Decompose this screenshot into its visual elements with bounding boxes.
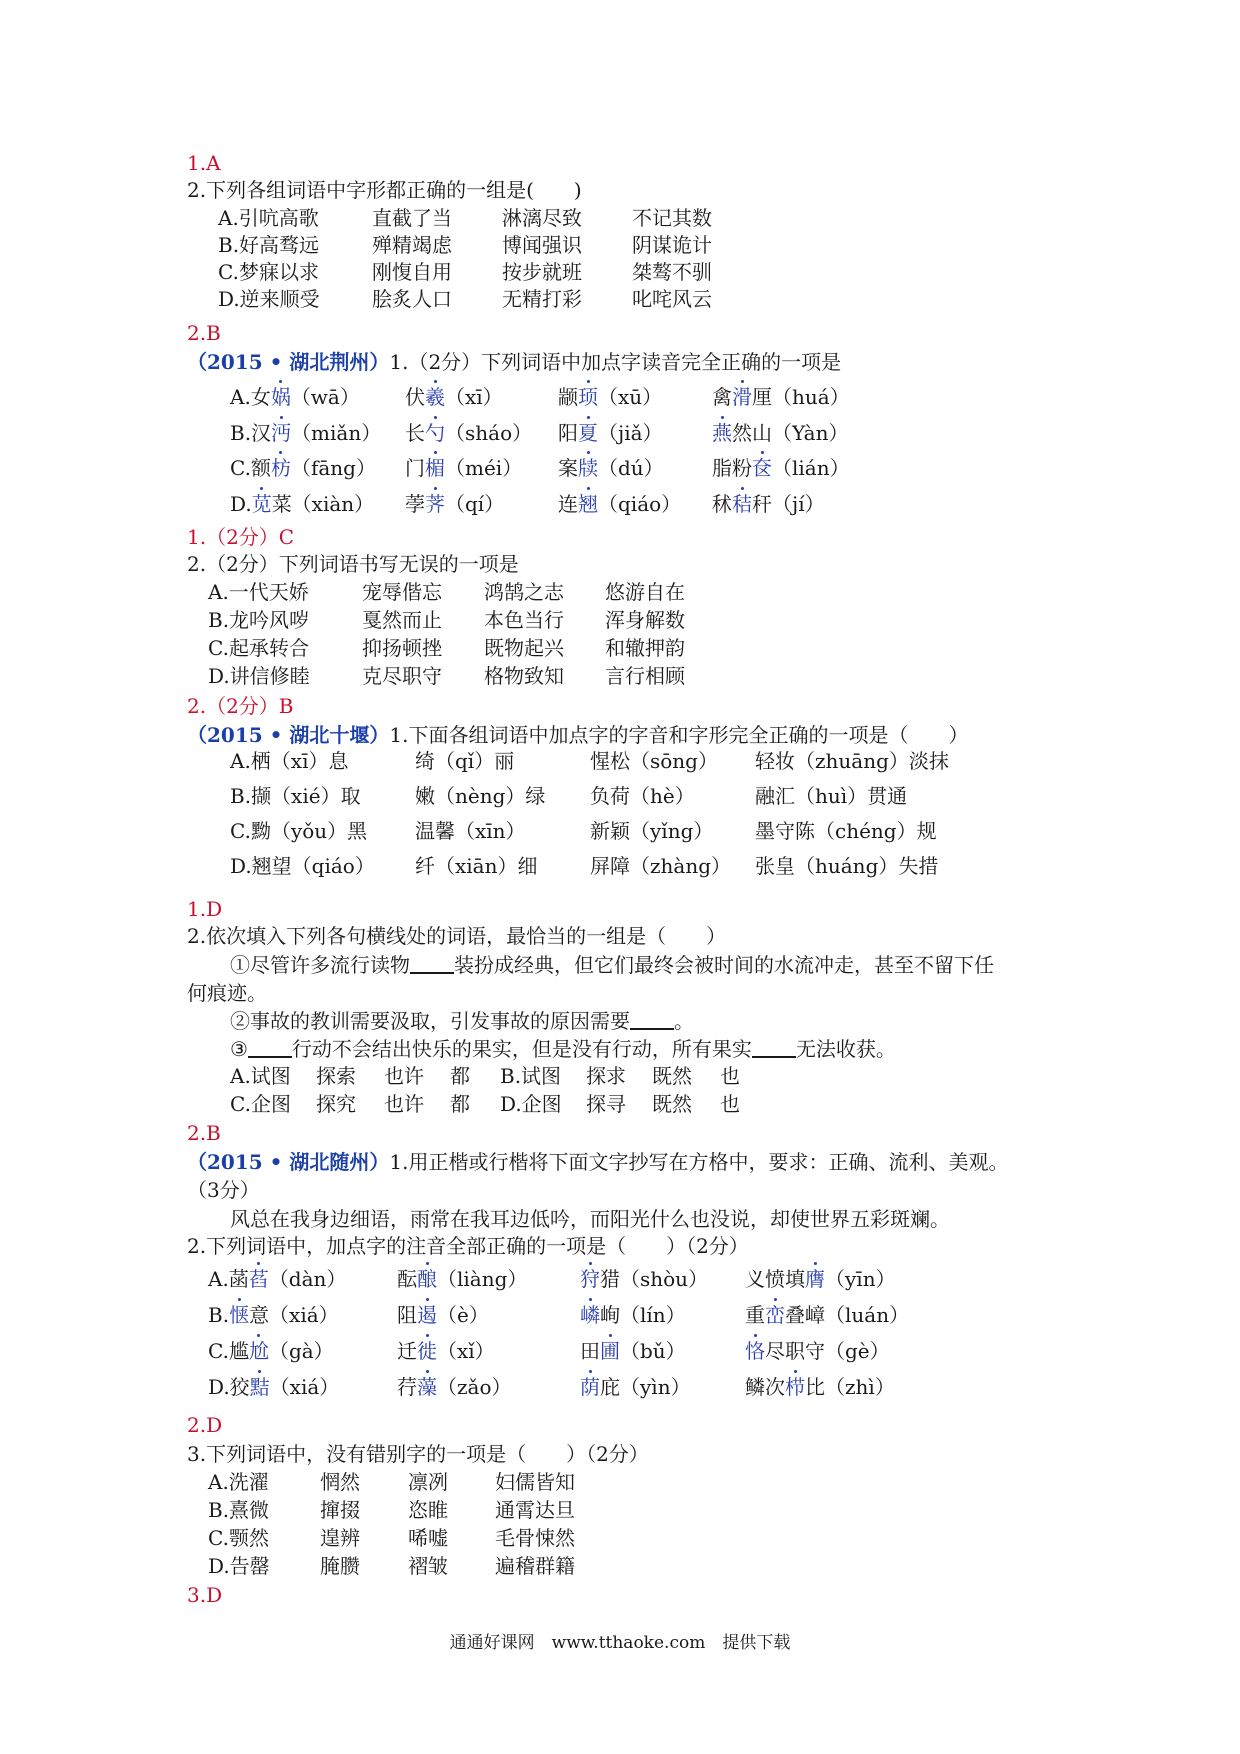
- s2b-r1-c0: B.龙吟风哕: [208, 608, 310, 632]
- s1-r3-c0: D.逆来顺受: [218, 287, 320, 311]
- opt: 都: [450, 1064, 470, 1088]
- answer-2: 2.B: [187, 321, 221, 345]
- s3-r0-c0: A.栖（xī）息: [230, 749, 349, 773]
- s2b-r2-c1: 抑扬顿挫: [362, 636, 442, 660]
- opt: 探寻: [586, 1092, 626, 1116]
- s3-r1-c2: 负荷（hè）: [590, 784, 695, 808]
- s3-r3-c2: 屏障（zhàng）: [590, 854, 732, 878]
- s2b-r0-c1: 宠辱偕忘: [362, 580, 442, 604]
- s2b-r0-c2: 鸿鹄之志: [484, 580, 564, 604]
- s4-r3-c3: 鳞次栉比（zhì）: [745, 1375, 895, 1399]
- source-tag: （2015 • 湖北十堰）: [187, 723, 390, 747]
- s2-question-2: 2.（2分）下列词语书写无误的一项是: [187, 552, 519, 576]
- s1-r0-c2: 淋漓尽致: [502, 206, 582, 230]
- s2b-r3-c3: 言行相顾: [605, 664, 685, 688]
- s4-r3-c0: D.狡黠（xiá）: [208, 1375, 340, 1399]
- s1-r1-c2: 博闻强识: [502, 233, 582, 257]
- opt: D.企图: [500, 1092, 562, 1116]
- s2-r0-c2: 颛顼（xū）: [558, 385, 663, 409]
- s3-r3-c1: 纤（xiān）细: [415, 854, 538, 878]
- s3-question-1: 1.下面各组词语中加点字的字音和字形完全正确的一项是（ ）: [389, 723, 969, 747]
- opt: 也许: [384, 1092, 424, 1116]
- answer-1: 1.A: [187, 151, 221, 175]
- s4b-r3-c0: D.告罄: [208, 1554, 270, 1578]
- s2-r0-c0: A.女娲（wā）: [230, 385, 360, 409]
- s1-r2-c0: C.梦寐以求: [218, 260, 319, 284]
- s4b-r2-c3: 毛骨悚然: [495, 1526, 575, 1550]
- s3-r1-c3: 融汇（huì）贯通: [755, 784, 908, 808]
- s3-r0-c3: 轻妆（zhuāng）淡抹: [755, 749, 949, 773]
- s3-r2-c1: 温馨（xīn）: [415, 819, 526, 843]
- s4b-r3-c2: 褶皱: [408, 1554, 448, 1578]
- fill-blank: [752, 1038, 796, 1058]
- opt: 都: [450, 1092, 470, 1116]
- s2b-r0-c0: A.一代天娇: [208, 580, 309, 604]
- s4b-r1-c2: 恣睢: [408, 1498, 448, 1522]
- opt: 探索: [316, 1064, 356, 1088]
- s2-r1-c0: B.汉沔（miǎn）: [230, 421, 382, 445]
- s2b-r2-c2: 既物起兴: [484, 636, 564, 660]
- s4b-r0-c1: 惘然: [320, 1470, 360, 1494]
- s3-r2-c3: 墨守陈（chéng）规: [755, 819, 937, 843]
- s4-answer-2: 2.D: [187, 1413, 223, 1437]
- opt: 也许: [384, 1064, 424, 1088]
- s4b-r0-c0: A.洗濯: [208, 1470, 269, 1494]
- s3-question-1-line: [187, 722, 968, 748]
- s2-r1-c3: 燕然山（Yàn）: [712, 421, 849, 445]
- s3-r2-c2: 新颖（yǐng）: [590, 819, 714, 843]
- sentence-2: ②事故的教训需要汲取，引发事故的原因需要 。: [230, 1009, 694, 1033]
- s2b-r2-c3: 和辙押韵: [605, 636, 685, 660]
- s2b-r3-c2: 格物致知: [484, 664, 564, 688]
- s3-r0-c1: 绮（qǐ）丽: [415, 749, 515, 773]
- source-tag: （2015 • 湖北荆州）: [187, 350, 390, 374]
- opt: 探究: [316, 1092, 356, 1116]
- s4b-r1-c0: B.熹微: [208, 1498, 270, 1522]
- s3-question-2: 2.依次填入下列各句横线处的词语，最恰当的一组是（ ）: [187, 924, 727, 948]
- fill-blank: [630, 1010, 674, 1030]
- s4-question-2: 2.下列词语中，加点字的注音全部正确的一项是（ ）（2分）: [187, 1234, 749, 1258]
- s3-r1-c1: 嫩（nèng）绿: [415, 784, 546, 808]
- s1-r1-c3: 阴谋诡计: [632, 233, 712, 257]
- question-2: 2.下列各组词语中字形都正确的一组是( ): [187, 178, 582, 202]
- s2-r3-c0: D.苋菜（xiàn）: [230, 492, 375, 516]
- s3-r3-c3: 张皇（huáng）失措: [755, 854, 939, 878]
- s4-question-1: 1.用正楷或行楷将下面文字抄写在方格中，要求：正确、流利、美观。: [389, 1150, 1009, 1174]
- s4-question-1-line: [187, 1149, 1008, 1175]
- opt: B.试图: [500, 1064, 562, 1088]
- source-tag: （2015 • 湖北随州）: [187, 1150, 390, 1174]
- s2-r2-c2: 案牍（dú）: [558, 456, 664, 480]
- s2b-r3-c1: 克尽职守: [362, 664, 442, 688]
- opt: 也: [720, 1064, 740, 1088]
- sentence-1-cont: 何痕迹。: [187, 981, 267, 1005]
- s3-answer-2: 2.B: [187, 1121, 221, 1145]
- page-footer: 通通好课网 www.tthaoke.com 提供下载: [449, 1633, 791, 1653]
- s3-answer-1: 1.D: [187, 897, 223, 921]
- s4-question-3: 3.下列词语中，没有错别字的一项是（ ）（2分）: [187, 1442, 649, 1466]
- s3-r3-c0: D.翘望（qiáo）: [230, 854, 375, 878]
- s4-r3-c1: 荇藻（zǎo）: [397, 1375, 512, 1399]
- s4b-r0-c2: 凛冽: [408, 1470, 448, 1494]
- s2b-r1-c2: 本色当行: [484, 608, 564, 632]
- s2b-r0-c3: 悠游自在: [605, 580, 685, 604]
- s1-r3-c2: 无精打彩: [502, 287, 582, 311]
- s4-r0-c0: A.菡萏（dàn）: [208, 1267, 347, 1291]
- s2b-r2-c0: C.起承转合: [208, 636, 309, 660]
- s2b-r3-c0: D.讲信修睦: [208, 664, 310, 688]
- s1-r3-c1: 脍炙人口: [372, 287, 452, 311]
- s4-r2-c1: 迁徙（xǐ）: [397, 1339, 495, 1363]
- s1-r1-c0: B.好高骛远: [218, 233, 320, 257]
- s2-r3-c1: 荸荠（qí）: [405, 492, 505, 516]
- s2-r0-c1: 伏羲（xī）: [405, 385, 503, 409]
- s4b-r2-c0: C.颚然: [208, 1526, 269, 1550]
- s2-r3-c2: 连翘（qiáo）: [558, 492, 682, 516]
- copy-text: 风总在我身边细语，雨常在我耳边低吟，而阳光什么也没说，却使世界五彩斑斓。: [230, 1207, 950, 1231]
- fill-blank: [248, 1038, 292, 1058]
- opt: 也: [720, 1092, 740, 1116]
- s3-r1-c0: B.撷（xié）取: [230, 784, 361, 808]
- s2b-r1-c1: 戛然而止: [362, 608, 442, 632]
- opt: 既然: [652, 1064, 692, 1088]
- s2-question-1: 1.（2分）下列词语中加点字读音完全正确的一项是: [389, 350, 842, 374]
- s2-r2-c1: 门楣（méi）: [405, 456, 523, 480]
- opt: 既然: [652, 1092, 692, 1116]
- s1-r0-c0: A.引吭高歌: [218, 206, 319, 230]
- s2b-r1-c3: 浑身解数: [605, 608, 685, 632]
- s4b-r1-c3: 通霄达旦: [495, 1498, 575, 1522]
- s4-r1-c1: 阻遏（è）: [397, 1303, 489, 1327]
- s4b-r0-c3: 妇儒皆知: [495, 1470, 575, 1494]
- s4-r2-c0: C.尴尬（gà）: [208, 1339, 334, 1363]
- s2-r2-c3: 脂粉奁（lián）: [712, 456, 850, 480]
- fill-blank: [410, 954, 454, 974]
- opt: 探求: [586, 1064, 626, 1088]
- s4b-r3-c3: 遍稽群籍: [495, 1554, 575, 1578]
- s2-answer-1: 1.（2分）C: [187, 525, 295, 549]
- s1-r0-c3: 不记其数: [632, 206, 712, 230]
- s1-r2-c1: 刚愎自用: [372, 260, 452, 284]
- s1-r0-c1: 直截了当: [372, 206, 452, 230]
- s1-r1-c1: 殚精竭虑: [372, 233, 452, 257]
- opt: C.企图: [230, 1092, 291, 1116]
- s4-question-1-score: （3分）: [187, 1178, 260, 1202]
- s2-r0-c3: 禽滑厘（huá）: [712, 385, 850, 409]
- s4-r2-c3: 恪尽职守（gè）: [745, 1339, 890, 1363]
- s4-r0-c3: 义愤填膺（yīn）: [745, 1267, 896, 1291]
- s2-r1-c2: 阳夏（jiǎ）: [558, 421, 663, 445]
- s4-r2-c2: 田圃（bǔ）: [580, 1339, 686, 1363]
- sentence-3: ③ 行动不会结出快乐的果实，但是没有行动，所有果实 无法收获。: [230, 1037, 896, 1061]
- s4b-r2-c1: 遑辨: [320, 1526, 360, 1550]
- s1-r2-c2: 按步就班: [502, 260, 582, 284]
- s2-r1-c1: 长勺（sháo）: [405, 421, 533, 445]
- s2-r3-c3: 秫秸秆（jí）: [712, 492, 825, 516]
- s4-r1-c3: 重峦叠嶂（luán）: [745, 1303, 910, 1327]
- s1-r3-c3: 叱咤风云: [632, 287, 712, 311]
- s4b-r2-c2: 唏嘘: [408, 1526, 448, 1550]
- s4-r0-c2: 狩猎（shòu）: [580, 1267, 709, 1291]
- s1-r2-c3: 桀骜不驯: [632, 260, 712, 284]
- s3-r0-c2: 惺松（sōng）: [590, 749, 718, 773]
- s4-r0-c1: 酝酿（liàng）: [397, 1267, 528, 1291]
- s4b-r1-c1: 撺掇: [320, 1498, 360, 1522]
- s4-answer-3: 3.D: [187, 1583, 223, 1607]
- s3-r2-c0: C.黝（yǒu）黑: [230, 819, 368, 843]
- s2-answer-2: 2.（2分）B: [187, 694, 294, 718]
- sentence-1: ①尽管许多流行读物 装扮成经典，但它们最终会被时间的水流冲走，甚至不留下任: [230, 953, 994, 977]
- s2-question-1-line: [187, 349, 841, 375]
- s4b-r3-c1: 腌臜: [320, 1554, 360, 1578]
- s4-r1-c0: B.惬意（xiá）: [208, 1303, 339, 1327]
- s4-r1-c2: 嶙峋（lín）: [580, 1303, 686, 1327]
- s4-r3-c2: 荫庇（yìn）: [580, 1375, 691, 1399]
- s2-r2-c0: C.额枋（fāng）: [230, 456, 376, 480]
- opt: A.试图: [230, 1064, 291, 1088]
